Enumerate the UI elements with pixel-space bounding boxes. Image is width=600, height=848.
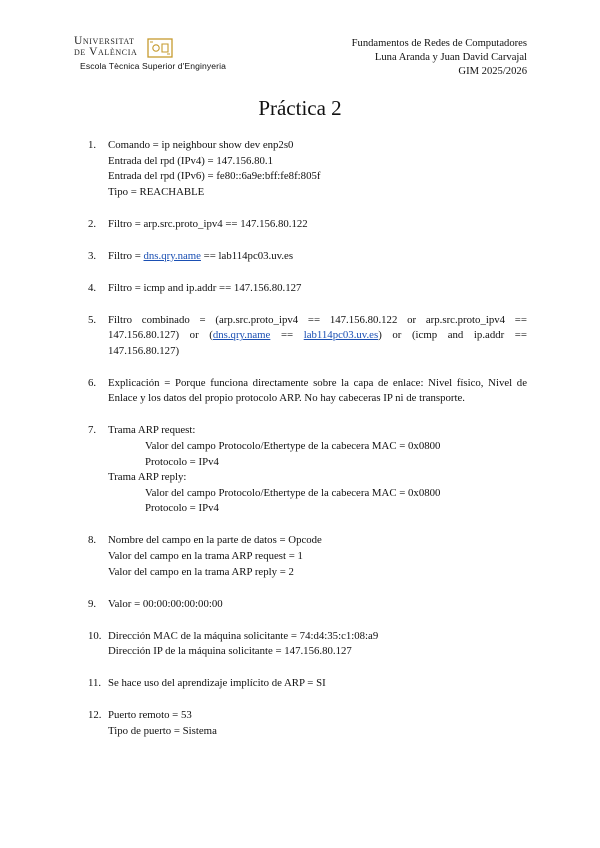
list-item: 8. Nombre del campo en la parte de datos = Opcode Valor del campo en la trama ARP request = 1 Valor del campo en la trama ARP reply = 2 bbox=[88, 534, 322, 578]
document-header bbox=[352, 37, 527, 80]
school-name: Escola Tècnica Superior d'Enginyeria bbox=[80, 61, 227, 71]
list-item: 4. Filtro = icmp and ip.addr == 147.156.80.127 bbox=[88, 281, 302, 294]
list-item: 10. Dirección MAC de la máquina solicitante = 74:d4:35:c1:08:a9 Dirección IP de la máquina solicitante = 147.156.80.127 bbox=[88, 629, 379, 658]
page-title: Práctica 2 bbox=[258, 96, 342, 120]
list-item: 5. Filtro combinado = (arp.src.proto_ipv4 == 147.156.80.122 or arp.src.proto_ipv4 == 147.156.80.127) or (dns.qry.name == lab114pc03.uv.es) or (icmp and ip.addr == 147.156.80.127) bbox=[88, 313, 527, 357]
list-item: 7. Trama ARP request: Valor del campo Protocolo/Ethertype de la cabecera MAC = 0x0800 Protocolo = IPv4 Trama ARP reply: Valor del campo Protocolo/Ethertype de la cabecera MAC = 0x0800 Protocolo = IPv4 bbox=[88, 424, 441, 515]
university-logo bbox=[74, 36, 294, 76]
authors: Luna Aranda y Juan David Carvajal bbox=[374, 52, 527, 64]
hostname-link[interactable]: lab114pc03.uv.es bbox=[303, 329, 379, 342]
dns-qry-name-link[interactable]: dns.qry.name bbox=[143, 249, 201, 262]
university-name: Universitat de València bbox=[74, 35, 138, 58]
list-item: 9. Valor = 00:00:00:00:00:00 bbox=[88, 597, 223, 610]
dns-qry-name-link[interactable]: dns.qry.name bbox=[212, 329, 271, 342]
list-item: 12. Puerto remoto = 53 Tipo de puerto = Sistema bbox=[88, 709, 217, 737]
program-year: GIM 2025/2026 bbox=[458, 66, 527, 78]
list-item: 11. Se hace uso del aprendizaje implícito de ARP = SI bbox=[88, 677, 326, 690]
answer-list bbox=[88, 138, 527, 756]
list-item: 3. Filtro = dns.qry.name == lab114pc03.uv.es bbox=[88, 249, 294, 262]
list-item: 1. Comando = ip neighbour show dev enp2s0 Entrada del rpd (IPv4) = 147.156.80.1 Entrada del rpd (IPv6) = fe80::6a9e:bff:fe8f:805f Tipo = REACHABLE bbox=[88, 139, 321, 198]
list-item: 6. Explicación = Porque funciona directamente sobre la capa de enlace: Nivel físico, Nivel de Enlace y los datos del propio protocolo ARP. No hay cabeceras IP ni de transporte. bbox=[88, 376, 527, 405]
list-item: 2. Filtro = arp.src.proto_ipv4 == 147.156.80.122 bbox=[88, 217, 308, 230]
course-name: Fundamentos de Redes de Computadores bbox=[351, 38, 527, 49]
crest-icon bbox=[147, 38, 173, 58]
